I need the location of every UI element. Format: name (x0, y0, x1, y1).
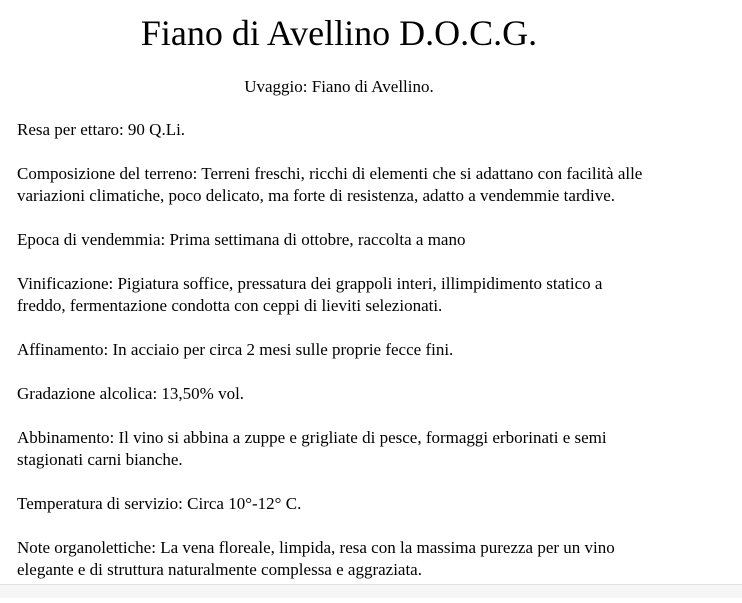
detail-paragraph (17, 163, 737, 207)
paragraph-line: Epoca di vendemmia: Prima settimana di ottobre, raccolta a mano (17, 230, 466, 249)
detail-paragraph (17, 537, 737, 581)
paragraph-line: elegante e di struttura naturalmente complessa e aggraziata. (17, 560, 422, 579)
paragraph-line: Temperatura di servizio: Circa 10°-12° C. (17, 494, 302, 513)
paragraph-line: freddo, fermentazione condotta con ceppi di lieviti selezionati. (17, 296, 443, 315)
detail-paragraph (17, 119, 737, 141)
detail-paragraph (17, 273, 737, 317)
detail-paragraph (17, 427, 737, 471)
page-title: Fiano di Avellino D.O.C.G. (140, 13, 538, 53)
paragraph-line: Affinamento: In acciaio per circa 2 mesi sulle proprie fecce fini. (17, 340, 454, 359)
paragraph-line: Resa per ettaro: 90 Q.Li. (17, 120, 186, 139)
detail-paragraph (17, 493, 737, 515)
paragraph-line: stagionati carni bianche. (17, 450, 183, 469)
detail-paragraph (17, 383, 737, 405)
bottom-bar (0, 584, 742, 598)
paragraph-line: Vinificazione: Pigiatura soffice, pressatura dei grappoli interi, illimpidimento statico a (17, 274, 603, 293)
wine-details (17, 119, 737, 603)
grape-variety: Uvaggio: Fiano di Avellino. (244, 77, 434, 96)
detail-paragraph (17, 229, 737, 251)
paragraph-line: Note organolettiche: La vena floreale, limpida, resa con la massima purezza per un vino (17, 538, 615, 557)
paragraph-line: Abbinamento: Il vino si abbina a zuppe e grigliate di pesce, formaggi erborinati e semi (17, 428, 607, 447)
detail-paragraph (17, 339, 737, 361)
paragraph-line: variazioni climatiche, poco delicato, ma forte di resistenza, adatto a vendemmie tardive. (17, 186, 616, 205)
paragraph-line: Composizione del terreno: Terreni freschi, ricchi di elementi che si adattano con facilità alle (17, 164, 643, 183)
paragraph-line: Gradazione alcolica: 13,50% vol. (17, 384, 245, 403)
